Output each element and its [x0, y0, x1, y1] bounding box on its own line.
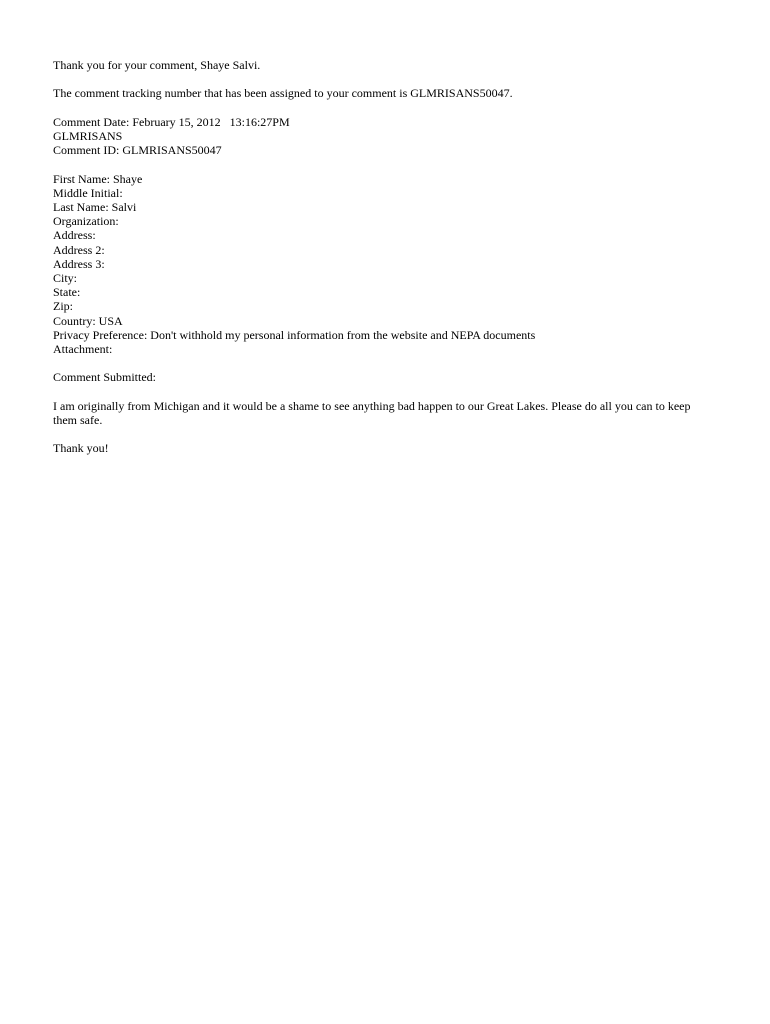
field-address-3: Address 3:	[53, 256, 105, 271]
intro-paragraph	[53, 58, 713, 72]
closing-paragraph	[53, 441, 713, 455]
field-first-name: First Name: Shaye	[53, 171, 143, 186]
project-code: GLMRISANS	[53, 128, 123, 143]
field-zip: Zip:	[53, 299, 73, 314]
comment-body-text: I am originally from Michigan and it would be a shame to see anything bad happen to our Great Lakes. Please do all you can to keep them safe.	[53, 398, 691, 427]
comment-label-paragraph	[53, 370, 713, 384]
comment-id: Comment ID: GLMRISANS50047	[53, 143, 222, 158]
field-address: Address:	[53, 228, 96, 243]
field-address-2: Address 2:	[53, 242, 105, 257]
field-last-name: Last Name: Salvi	[53, 199, 137, 214]
field-city: City:	[53, 271, 78, 285]
field-privacy-preference: Privacy Preference: Don't withhold my personal information from the website and NEPA documents	[53, 327, 536, 342]
tracking-paragraph	[53, 86, 713, 100]
comment-header-block	[53, 115, 713, 158]
field-organization: Organization:	[53, 214, 119, 229]
field-attachment: Attachment:	[53, 342, 113, 357]
comment-submitted-label: Comment Submitted:	[53, 370, 157, 385]
closing-text: Thank you!	[53, 441, 109, 456]
intro-text: Thank you for your comment, Shaye Salvi.	[53, 58, 261, 72]
tracking-number-text: The comment tracking number that has been assigned to your comment is GLMRISANS50047.	[53, 86, 513, 101]
field-country: Country: USA	[53, 313, 123, 328]
field-middle-initial: Middle Initial:	[53, 185, 123, 200]
comment-date: Comment Date: February 15, 2012 13:16:27PM	[53, 114, 290, 129]
comment-body-paragraph	[53, 399, 713, 427]
comment-confirmation-document	[53, 58, 713, 470]
submitter-fields	[53, 172, 713, 357]
field-state: State:	[53, 285, 81, 300]
